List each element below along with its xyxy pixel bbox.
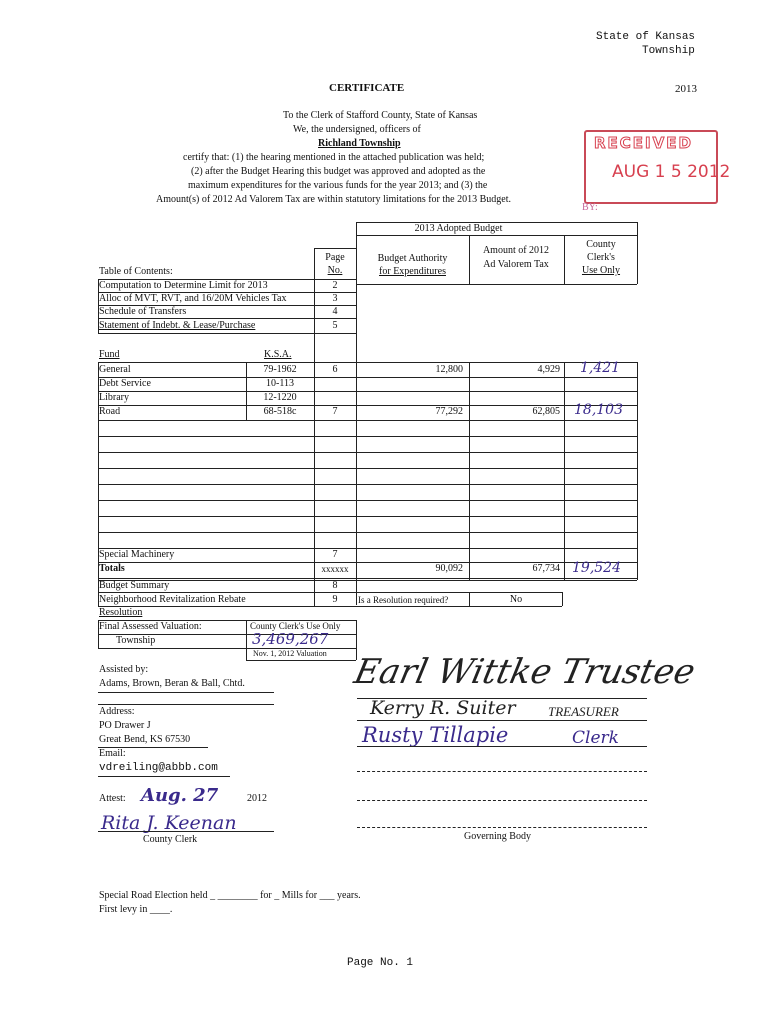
nrr-page: 9 [332,594,338,605]
valuation-value: 3,469,267 [252,630,329,648]
clerk-title: Clerk [572,728,619,748]
cert-line-4: (2) after the Budget Hearing this budget was approved and adopted as the [191,166,486,177]
fund-page: 7 [332,406,338,417]
clerk-signature: Rusty Tillapie [362,723,509,747]
address-line-2: Great Bend, KS 67530 [99,734,191,745]
cert-line-2: We, the undersigned, officers of [293,124,421,135]
totals-page: xxxxxx [321,564,349,574]
county-clerk-label: County Clerk [143,834,198,845]
final-valuation-label: Final Assessed Valuation: [99,621,202,632]
totals-tax: 67,734 [532,563,560,574]
township-label: Township [642,45,695,57]
toc-item: Schedule of Transfers [99,306,187,317]
special-road-election: Special Road Election held _ ________ for _ Mills for ___ years. [99,890,361,901]
assisted-label: Assisted by: [99,664,149,675]
attest-date: Aug. 27 [141,785,219,806]
fund-authority: 12,800 [435,364,463,375]
assisted-firm: Adams, Brown, Beran & Ball, Chtd. [99,678,245,689]
budget-summary-page: 8 [332,580,338,591]
fund-page: 6 [332,364,338,375]
treasurer-title: TREASURER [548,704,619,719]
first-levy: First levy in ____. [99,904,173,915]
fund-clerk: 18,103 [574,402,623,418]
received-stamp [584,130,731,204]
email-value: vdreiling@abbb.com [99,762,218,774]
received-word: RECEIVED [594,134,693,152]
adopted-budget-label: 2013 Adopted Budget [414,223,503,234]
fund-authority: 77,292 [435,406,463,417]
treasurer-signature: Kerry R. Suiter [370,697,516,719]
totals-label: Totals [99,563,125,574]
special-machinery-page: 7 [332,549,338,560]
page-number: Page No. 1 [347,957,414,969]
cert-line-1: To the Clerk of Stafford County, State of Kansas [283,110,478,121]
fund-ksa: 68-518c [263,406,297,417]
fund-label: Fund [99,349,120,360]
certificate-title: CERTIFICATE [329,82,405,94]
fund-clerk: 1,421 [580,360,621,376]
year-label: 2013 [675,83,697,95]
budget-summary-label: Budget Summary [99,580,170,591]
fund-name: Debt Service [99,378,151,389]
cert-line-5: maximum expenditures for the various funds for the year 2013; and (3) the [188,180,488,191]
address-line-1: PO Drawer J [99,720,151,731]
fund-ksa: 79-1962 [263,364,297,375]
fund-name: General [99,364,131,375]
col-budget-authority-header: Budget Authority for Expenditures [377,253,448,277]
ksa-label: K.S.A. [264,349,292,360]
special-machinery-label: Special Machinery [99,549,175,560]
received-date: AUG 1 5 2012 [612,162,731,182]
toc-page: 4 [332,306,338,317]
fund-tax: 4,929 [537,364,560,375]
county-clerk-signature: Rita J. Keenan [101,812,237,834]
fund-name: Library [99,392,129,403]
stamp-by: BY: [582,202,598,213]
toc-item: Statement of Indebt. & Lease/Purchase [99,320,256,331]
cert-line-6: Amount(s) of 2012 Ad Valorem Tax are within statutory limitations for the 2013 Budget. [156,194,511,205]
toc-page: 3 [332,293,338,304]
nrr-label: Neighborhood Revitalization Rebate [99,594,246,605]
address-label: Address: [99,706,135,717]
resolution-label: Resolution [99,607,143,618]
governing-body-label: Governing Body [464,831,531,842]
clerk-use-only-label: County Clerk's Use Only [250,621,341,631]
fund-tax: 62,805 [532,406,560,417]
attest-label: Attest: [99,793,126,804]
valuation-date: Nov. 1, 2012 Valuation [253,649,327,658]
toc-page: 5 [332,320,338,331]
cert-line-3: certify that: (1) the hearing mentioned in the attached publication was held; [183,152,485,163]
fund-name: Road [99,406,121,417]
col-amount-header: Amount of 2012 Ad Valorem Tax [482,245,550,270]
toc-label: Table of Contents: [99,266,173,277]
totals-authority: 90,092 [435,563,463,574]
attest-year: 2012 [247,793,267,804]
resolution-question: Is a Resolution required? [358,595,449,605]
trustee-signature: Earl Wittke Trustee [350,652,699,692]
totals-clerk: 19,524 [572,560,621,576]
township-valuation-label: Township [116,635,156,646]
state-label: State of Kansas [596,31,696,43]
toc-item: Alloc of MVT, RVT, and 16/20M Vehicles Tax [99,293,287,304]
email-label: Email: [99,748,126,759]
toc-item: Computation to Determine Limit for 2013 [99,280,268,291]
col-page-header: Page No. [325,252,345,276]
resolution-answer: No [509,594,523,605]
toc-page: 2 [332,280,338,291]
col-county-clerk-header: County Clerk's Use Only [581,239,621,276]
fund-ksa: 10-113 [266,378,294,389]
fund-ksa: 12-1220 [263,392,297,403]
township-name: Richland Township [318,138,401,149]
